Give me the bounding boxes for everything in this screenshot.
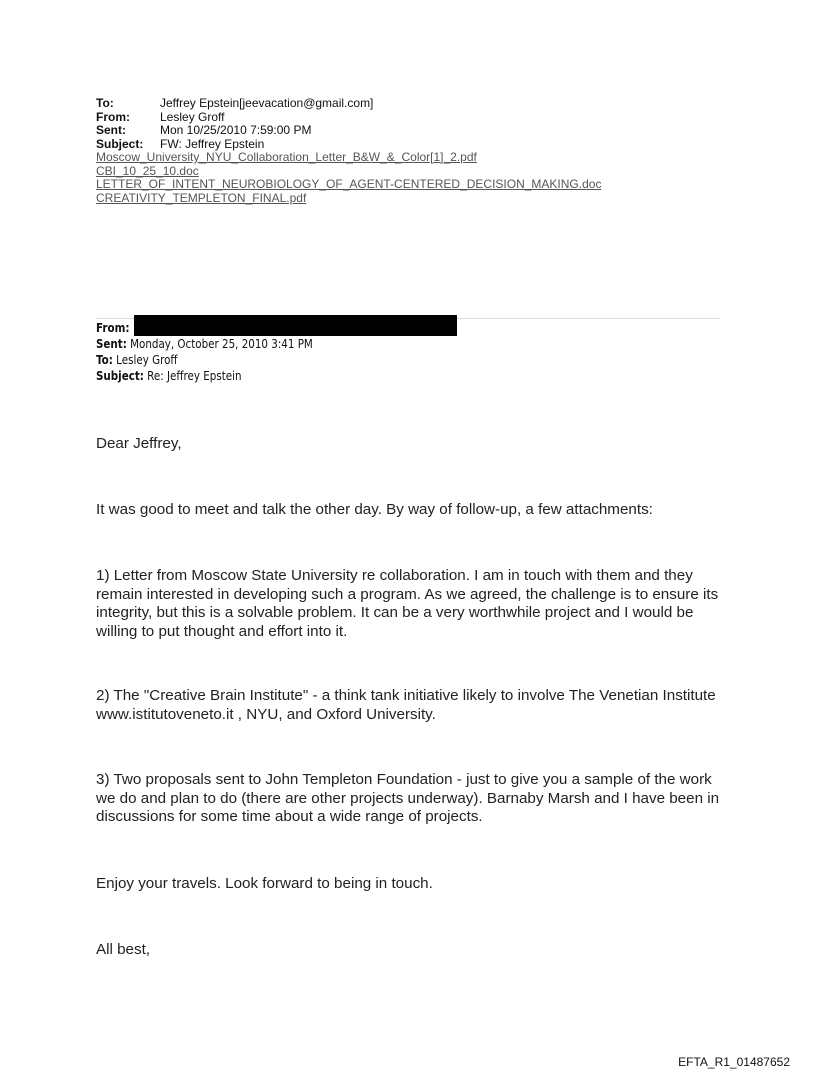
attachment-list: [96, 151, 601, 205]
paragraph-travels: Enjoy your travels. Look forward to being in touch.: [96, 875, 433, 892]
attachment-link-moscow-letter[interactable]: Moscow_University_NYU_Collaboration_Letter_B&W_&_Color[1]_2.pdf: [96, 150, 477, 164]
forwarded-from-label: From:: [96, 321, 130, 335]
attachment-link-creativity-templeton[interactable]: CREATIVITY_TEMPLETON_FINAL.pdf: [96, 190, 307, 205]
forwarded-to-value: Lesley Groff: [116, 353, 178, 367]
attachment-link-letter-of-intent[interactable]: LETTER_OF_INTENT_NEUROBIOLOGY_OF_AGENT-CENTERED_DECISION_MAKING.doc: [96, 177, 602, 191]
header-sent-row: [96, 124, 601, 138]
redaction-bar: [134, 315, 457, 336]
paragraph-templeton: 3) Two proposals sent to John Templeton Foundation - just to give you a sample of the work we do and plan to do (there are other projects underway). Barnaby Marsh and I have been in discussions for some time about a wide range of projects.: [96, 771, 720, 825]
header-from-value: Lesley Groff: [160, 109, 225, 124]
forwarded-sent-row: [96, 336, 313, 352]
header-sent-value: Mon 10/25/2010 7:59:00 PM: [160, 123, 312, 137]
forwarded-to-row: [96, 352, 313, 368]
document-id: EFTA_R1_01487652: [678, 1055, 790, 1069]
email-header: [96, 97, 601, 205]
paragraph-moscow: 1) Letter from Moscow State University re collaboration. I am in touch with them and they remain interested in developing such a program. As we agreed, the challenge is to ensure its integrity, but this is a solvable problem. It can be a very worthwhile project and I would be willing to put thought and effort into it.: [96, 567, 719, 640]
header-from-label: From:: [96, 109, 130, 124]
header-sent-label: Sent:: [96, 123, 126, 137]
forwarded-subject-value: Re: Jeffrey Epstein: [147, 369, 242, 383]
attachment-link-cbi-doc[interactable]: CBI_10_25_10.doc: [96, 163, 199, 178]
closing: All best,: [96, 941, 151, 958]
header-subject-label: Subject:: [96, 136, 144, 151]
header-subject-row: [96, 138, 601, 152]
header-to-row: [96, 97, 601, 111]
paragraph-creative-brain: 2) The "Creative Brain Institute" - a think tank initiative likely to involve The Venetian Institute www.istitutoveneto.it , NYU, and Oxford University.: [96, 687, 716, 723]
greeting: Dear Jeffrey,: [96, 435, 182, 452]
header-to-value: Jeffrey Epstein[jeevacation@gmail.com]: [160, 96, 374, 110]
forwarded-subject-row: [96, 368, 313, 384]
forwarded-to-label: To:: [96, 353, 113, 367]
header-to-label: To:: [96, 96, 114, 110]
header-from-row: [96, 111, 601, 125]
forwarded-sent-label: Sent:: [96, 337, 127, 351]
paragraph-followup: It was good to meet and talk the other day. By way of follow-up, a few attachments:: [96, 501, 653, 518]
header-subject-value: FW: Jeffrey Epstein: [160, 136, 265, 151]
forwarded-sent-value: Monday, October 25, 2010 3:41 PM: [130, 337, 313, 351]
forwarded-subject-label: Subject:: [96, 369, 144, 383]
